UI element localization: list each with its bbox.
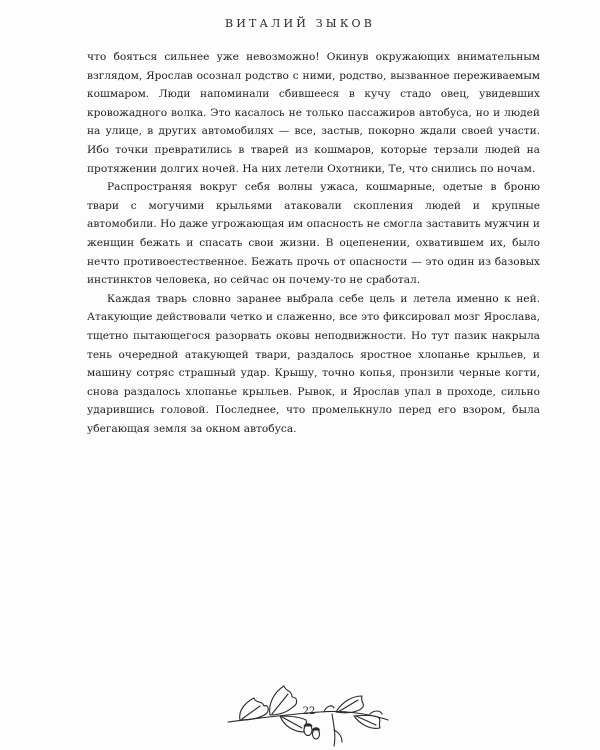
- paragraph-2: Распространяя вокруг себя волны ужаса, кошмарные, одетые в броню твари с могучими крыльями атаковали скопления людей и крупные автомобили. Но даже угрожающая им опасность не смогла заставить мужчин и женщин бежать и спасать свои жизни. В оцепенении, охватившем их, было нечто противоестественное. Бежать прочь от опасности — это один из базовых инстинктов человека, но сейчас он почему-то не сработал.: [87, 181, 540, 287]
- paragraph-3: Каждая тварь словно заранее выбрала себе цель и летела именно к ней. Атакующие действовали четко и слаженно, все это фиксировал мозг Ярослава, тщетно пытающегося разорвать оковы неподвижности. Но тут пазик накрыла тень очередной атакующей твари, раздалось яростное хлопанье крыльев, и машину сотряс страшный удар. Крышу, точно копья, пронзили черные когти, снова раздалось хлопанье крыльев. Рывок, и Ярослав упал в проходе, сильно ударившись головой. Последнее, что промелькнуло перед его взором, была убегающая земля за окном автобуса.: [87, 292, 540, 435]
- page-footer: [0, 670, 600, 750]
- body-text: [87, 48, 540, 438]
- page-number: 22: [302, 706, 316, 717]
- running-header: ВИТАЛИЙ ЗЫКОВ: [224, 17, 376, 30]
- paragraph-1: что бояться сильнее уже невозможно! Окинув окружающих внимательным взглядом, Ярослав осознал родство с ними, родство, вызванное переживаемым кошмаром. Люди напоминали сбившееся в кучу стадо овец, увидевших кровожадного волка. Это касалось не только пассажиров автобуса, но и людей на улице, в других автомобилях — все, застыв, покорно ждали своей участи. Ибо точки превратились в тварей из кошмаров, которые терзали людей на протяжении долгих ночей. На них летели Охотники, Те, что снились по ночам.: [87, 51, 540, 175]
